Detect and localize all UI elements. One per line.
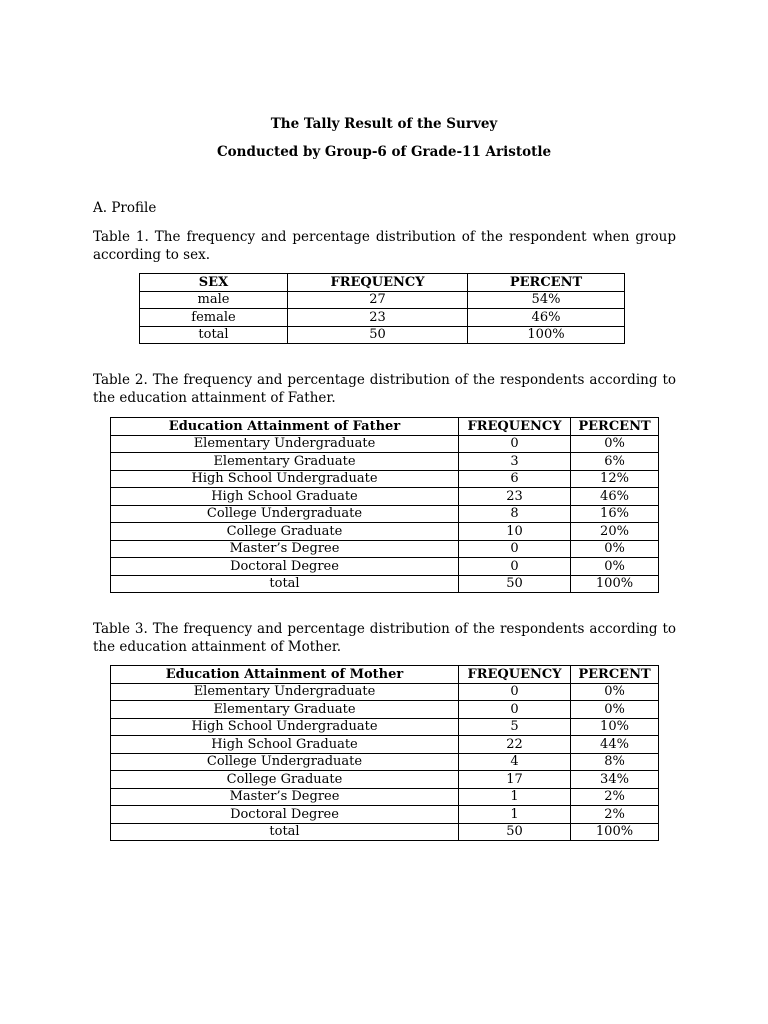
column-header: PERCENT: [571, 418, 659, 436]
table-cell: 0%: [571, 558, 659, 576]
column-header: Education Attainment of Father: [111, 418, 459, 436]
table-header-row: [111, 418, 659, 436]
table-row: [111, 523, 659, 541]
table-cell: 20%: [571, 523, 659, 541]
table-cell: 6%: [571, 453, 659, 471]
table-cell: 27: [288, 291, 468, 309]
table-cell: Doctoral Degree: [111, 558, 459, 576]
table-cell: 1: [459, 788, 571, 806]
table-row: [111, 753, 659, 771]
table-cell: College Graduate: [111, 771, 459, 789]
table-cell: 0%: [571, 683, 659, 701]
table-row: [111, 488, 659, 506]
table-cell: 50: [459, 575, 571, 593]
table-cell: 0: [459, 540, 571, 558]
table-cell: 22: [459, 736, 571, 754]
table-cell: 0%: [571, 435, 659, 453]
table-cell: Elementary Graduate: [111, 701, 459, 719]
table-cell: College Undergraduate: [111, 753, 459, 771]
column-header: FREQUENCY: [459, 666, 571, 684]
column-header: Education Attainment of Mother: [111, 666, 459, 684]
table-cell: 12%: [571, 470, 659, 488]
table-row: [111, 718, 659, 736]
table-cell: 100%: [571, 823, 659, 841]
section-heading: A. Profile: [93, 200, 157, 216]
table-row: [140, 291, 625, 309]
table-cell: High School Undergraduate: [111, 470, 459, 488]
table-row: [111, 806, 659, 824]
table-cell: female: [140, 309, 288, 327]
table2-caption: Table 2. The frequency and percentage distribution of the respondents according to the education attainment of Father.: [93, 372, 676, 406]
table-row: [111, 558, 659, 576]
table-cell: 8%: [571, 753, 659, 771]
table-cell: total: [111, 823, 459, 841]
sex-table: [139, 273, 625, 344]
table-cell: 0: [459, 435, 571, 453]
table-cell: High School Graduate: [111, 736, 459, 754]
table-cell: 50: [288, 326, 468, 344]
table-row: [140, 309, 625, 327]
table-cell: 5: [459, 718, 571, 736]
column-header: PERCENT: [468, 274, 625, 292]
table-cell: Doctoral Degree: [111, 806, 459, 824]
table-cell: male: [140, 291, 288, 309]
table-cell: total: [111, 575, 459, 593]
table-cell: 23: [459, 488, 571, 506]
table-row: [111, 453, 659, 471]
column-header: SEX: [140, 274, 288, 292]
table-cell: Elementary Graduate: [111, 453, 459, 471]
table-cell: 46%: [571, 488, 659, 506]
table-cell: 50: [459, 823, 571, 841]
table-cell: 0: [459, 558, 571, 576]
column-header: FREQUENCY: [288, 274, 468, 292]
table-cell: 0: [459, 701, 571, 719]
table-cell: 0%: [571, 701, 659, 719]
table-cell: College Graduate: [111, 523, 459, 541]
table3-caption: Table 3. The frequency and percentage distribution of the respondents according to the education attainment of Mother.: [93, 621, 676, 655]
table-row: [111, 540, 659, 558]
table-row: [111, 788, 659, 806]
table1-caption: Table 1. The frequency and percentage distribution of the respondent when group according to sex.: [93, 229, 676, 263]
table-cell: 34%: [571, 771, 659, 789]
table-header-row: [111, 666, 659, 684]
table-row: [111, 736, 659, 754]
document-subtitle: Conducted by Group-6 of Grade-11 Aristotle: [216, 144, 552, 160]
table-cell: 3: [459, 453, 571, 471]
table-cell: 8: [459, 505, 571, 523]
table-row: [111, 771, 659, 789]
table-cell: High School Undergraduate: [111, 718, 459, 736]
table-cell: 1: [459, 806, 571, 824]
table-cell: 10: [459, 523, 571, 541]
table-cell: total: [140, 326, 288, 344]
table-row: [111, 435, 659, 453]
mother-education-table: [110, 665, 659, 841]
table-cell: 16%: [571, 505, 659, 523]
table-row: [111, 683, 659, 701]
table-cell: 10%: [571, 718, 659, 736]
father-education-table: [110, 417, 659, 593]
table-cell: 2%: [571, 788, 659, 806]
table-cell: 23: [288, 309, 468, 327]
table-cell: 54%: [468, 291, 625, 309]
table-cell: Master’s Degree: [111, 788, 459, 806]
table-cell: College Undergraduate: [111, 505, 459, 523]
table-cell: Elementary Undergraduate: [111, 683, 459, 701]
table-cell: 2%: [571, 806, 659, 824]
table-cell: 6: [459, 470, 571, 488]
table-row: [111, 823, 659, 841]
table-cell: 44%: [571, 736, 659, 754]
column-header: PERCENT: [571, 666, 659, 684]
table-cell: 46%: [468, 309, 625, 327]
column-header: FREQUENCY: [459, 418, 571, 436]
table-row: [140, 326, 625, 344]
table-cell: High School Graduate: [111, 488, 459, 506]
table-row: [111, 701, 659, 719]
table-cell: Master’s Degree: [111, 540, 459, 558]
table-cell: 100%: [468, 326, 625, 344]
table-row: [111, 505, 659, 523]
table-header-row: [140, 274, 625, 292]
table-cell: 100%: [571, 575, 659, 593]
table-row: [111, 575, 659, 593]
document-title: The Tally Result of the Survey: [270, 116, 498, 132]
table-cell: Elementary Undergraduate: [111, 435, 459, 453]
table-cell: 0%: [571, 540, 659, 558]
table-cell: 4: [459, 753, 571, 771]
table-row: [111, 470, 659, 488]
table-cell: 0: [459, 683, 571, 701]
table-cell: 17: [459, 771, 571, 789]
